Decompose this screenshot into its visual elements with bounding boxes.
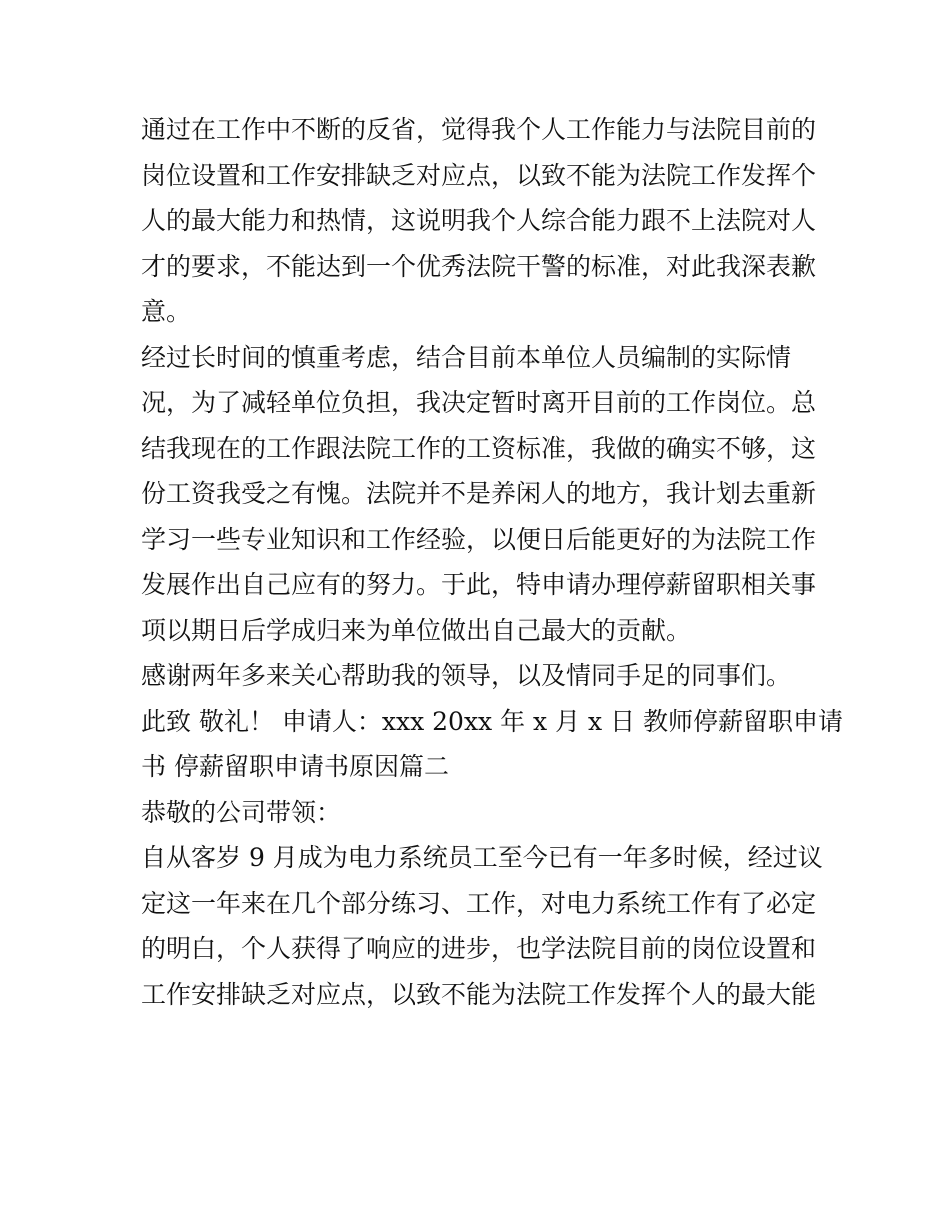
- text-line: 况，为了减轻单位负担，我决定暂时离开目前的工作岗位。总: [141, 388, 817, 417]
- text-line: 书 停薪留职申请书原因篇二: [141, 752, 449, 781]
- text-line: 此致 敬礼！ 申请人：xxx 20xx 年 x 月 x 日 教师停薪留职申请: [141, 706, 844, 736]
- text-line: 项以期日后学成归来为单位做出自己最大的贡献。: [141, 615, 692, 645]
- text-line: 结我现在的工作跟法院工作的工资标准，我做的确实不够，这: [141, 433, 817, 463]
- text-line: 定这一年来在几个部分练习、工作，对电力系统工作有了必定: [141, 888, 817, 918]
- text-line: 人的最大能力和热情，这说明我个人综合能力跟不上法院对人: [141, 206, 817, 235]
- text-line: 意。: [141, 297, 192, 326]
- text-line: 学习一些专业知识和工作经验，以便日后能更好的为法院工作: [141, 524, 817, 554]
- text-line: 工作安排缺乏对应点，以致不能为法院工作发挥个人的最大能: [141, 979, 817, 1009]
- text-line: 感谢两年多来关心帮助我的领导，以及情同手足的同事们。: [141, 661, 792, 690]
- text-line: 份工资我受之有愧。法院并不是养闲人的地方，我计划去重新: [141, 479, 817, 508]
- text-line: 才的要求，不能达到一个优秀法院干警的标准，对此我深表歉: [141, 251, 817, 281]
- text-line: 的明白，个人获得了响应的进步，也学法院目前的岗位设置和: [141, 934, 817, 963]
- text-line: 通过在工作中不断的反省，觉得我个人工作能力与法院目前的: [141, 115, 817, 144]
- text-line: 岗位设置和工作安排缺乏对应点，以致不能为法院工作发挥个: [141, 160, 817, 190]
- text-line: 经过长时间的慎重考虑，结合目前本单位人员编制的实际情: [141, 342, 792, 372]
- text-line: 发展作出自己应有的努力。于此，特申请办理停薪留职相关事: [141, 570, 817, 599]
- text-line: 恭敬的公司带领：: [141, 797, 342, 827]
- document-body: [141, 107, 844, 1017]
- text-line: 自从客岁 9 月成为电力系统员工至今已有一年多时候，经过议: [141, 843, 823, 872]
